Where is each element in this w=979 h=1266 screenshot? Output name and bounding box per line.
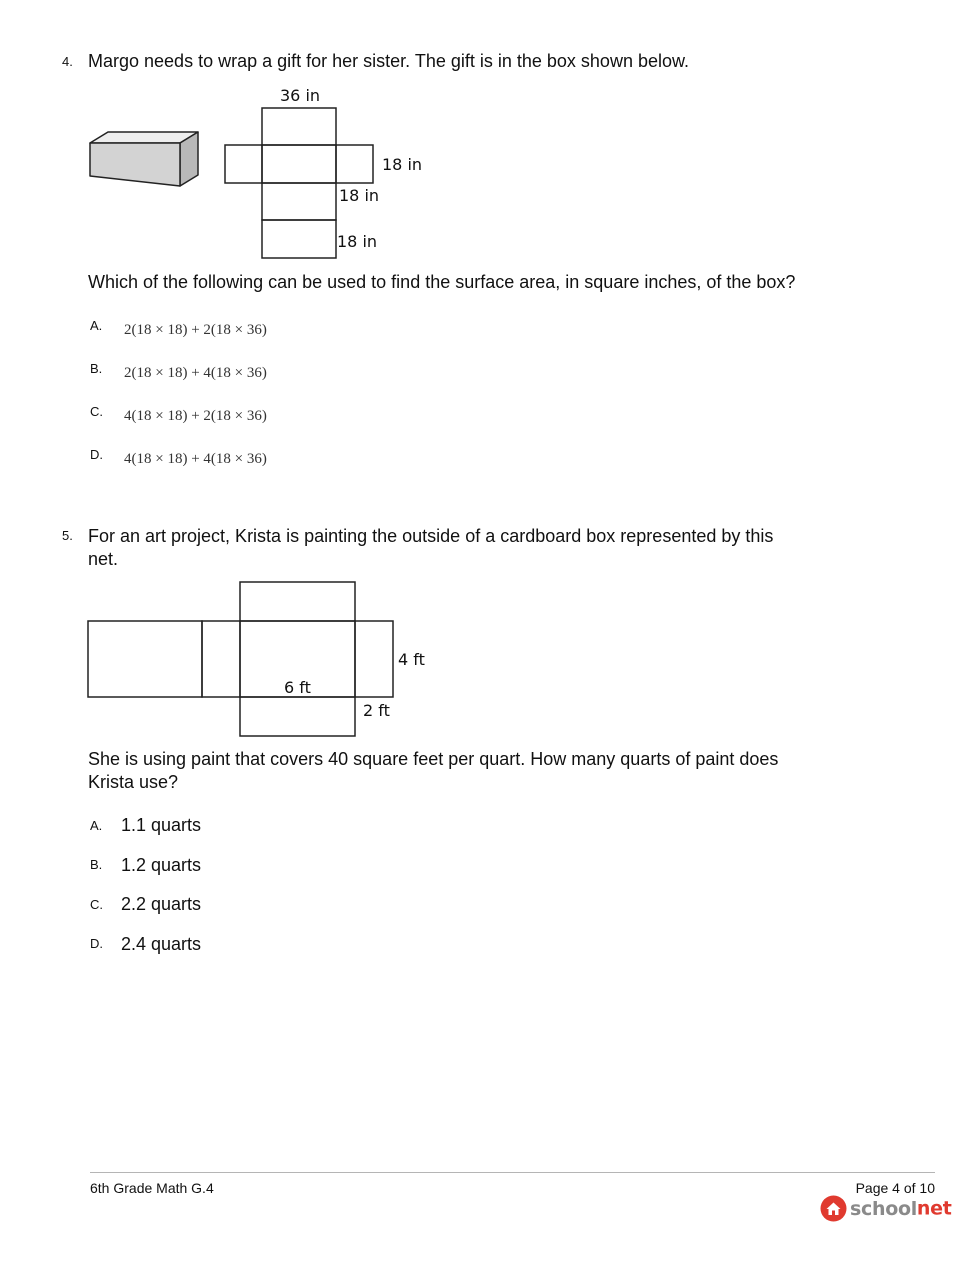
choice-text: 1.1 quarts: [121, 815, 202, 835]
choice-letter: C.: [90, 897, 103, 912]
dimension-label-4ft: 4 ft: [398, 650, 425, 669]
choice-letter: A.: [90, 318, 103, 333]
schoolnet-logo: [820, 1195, 952, 1221]
choice-text: 1.2 quarts: [121, 855, 202, 875]
question-prompt-line1: She is using paint that covers 40 square feet per quart. How many quarts of paint does: [88, 749, 779, 769]
choice-text: 2(18 × 18) + 4(18 × 36): [124, 365, 267, 381]
brand-text-school: school: [850, 1197, 917, 1220]
choice-text: 2.4 quarts: [121, 934, 202, 954]
dimension-label-18in-bottom: 18 in: [337, 232, 378, 251]
question-text-line2: net.: [88, 549, 119, 569]
choice-letter: D.: [90, 447, 103, 462]
dimension-label-36in: 36 in: [280, 86, 321, 105]
choice-text: 4(18 × 18) + 2(18 × 36): [124, 408, 267, 424]
box-net: [88, 582, 393, 736]
choice-text: 2.2 quarts: [121, 894, 202, 914]
choice-letter: B.: [90, 361, 103, 376]
dimension-label-2ft: 2 ft: [363, 701, 390, 720]
dimension-label-18in-middle: 18 in: [339, 186, 380, 205]
cardboard-box-net-figure: [80, 575, 450, 745]
question-text: Margo needs to wrap a gift for her sister. The gift is in the box shown below.: [88, 51, 689, 71]
choice-letter: A.: [90, 818, 103, 833]
footer-page-number: Page 4 of 10: [855, 1180, 935, 1196]
question-prompt-line2: Krista use?: [88, 772, 179, 792]
choice-letter: D.: [90, 936, 103, 951]
question-prompt: Which of the following can be used to find the surface area, in square inches, of the box?: [88, 272, 796, 292]
choice-text: 4(18 × 18) + 4(18 × 36): [124, 451, 267, 467]
dimension-label-6ft: 6 ft: [284, 678, 311, 697]
question-text-line1: For an art project, Krista is painting the outside of a cardboard box represented by this: [88, 526, 774, 546]
box-and-net-figure: [80, 80, 460, 265]
dimension-label-18in-side: 18 in: [382, 155, 423, 174]
choice-letter: B.: [90, 857, 103, 872]
choice-letter: C.: [90, 404, 103, 419]
question-number: 5.: [62, 528, 73, 543]
footer-divider: [90, 1172, 935, 1173]
box-illustration: [90, 132, 198, 186]
brand-text-net: net: [916, 1197, 952, 1220]
home-icon: [820, 1195, 847, 1222]
choice-text: 2(18 × 18) + 2(18 × 36): [124, 322, 267, 338]
footer-course-title: 6th Grade Math G.4: [90, 1180, 214, 1196]
question-number: 4.: [62, 54, 73, 69]
